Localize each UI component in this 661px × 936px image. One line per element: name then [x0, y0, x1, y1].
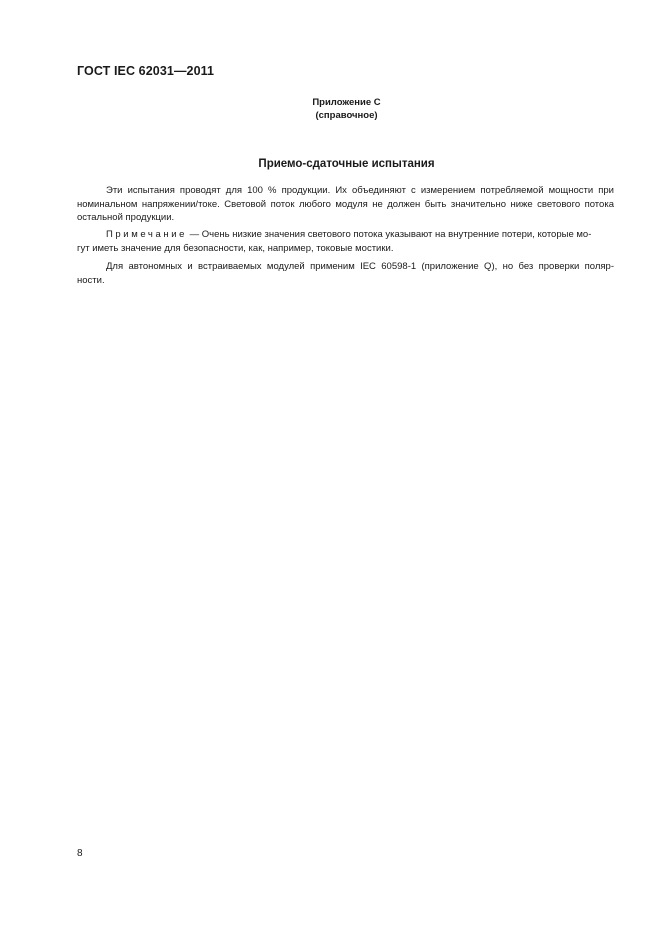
note-label: Примечание: [106, 229, 187, 240]
paragraph-line: гут иметь значение для безопасности, как, например, токовые мостики.: [77, 242, 394, 254]
paragraph-line: остальной продукции.: [77, 212, 175, 223]
annex-title: Приложение С: [312, 97, 381, 108]
paragraph-line: номинальном напряжении/токе. Световой поток любого модуля не должен быть значительно ниже светового потока: [77, 198, 614, 210]
paragraph-line: Для автономных и встраиваемых модулей применим IEC 60598-1 (приложение Q), но без проверки поляр-: [106, 261, 614, 272]
paragraph-line: [77, 228, 614, 242]
paragraph-line: Эти испытания проводят для 100 % продукции. Их объединяют с измерением потребляемой мощности при: [106, 185, 614, 196]
paragraph-acceptance-tests: [77, 184, 614, 225]
paragraph-line: ности.: [77, 274, 105, 286]
annex-type: (справочное): [315, 110, 378, 121]
standard-identifier: ГОСТ IEC 62031—2011: [77, 64, 215, 78]
page-number: 8: [77, 848, 83, 859]
section-title: Приемо-сдаточные испытания: [258, 158, 435, 170]
note-paragraph: [77, 228, 614, 255]
note-text: — Очень низкие значения светового потока указывают на внутренние потери, которые мо-: [187, 229, 592, 240]
paragraph-modules: [77, 260, 614, 287]
